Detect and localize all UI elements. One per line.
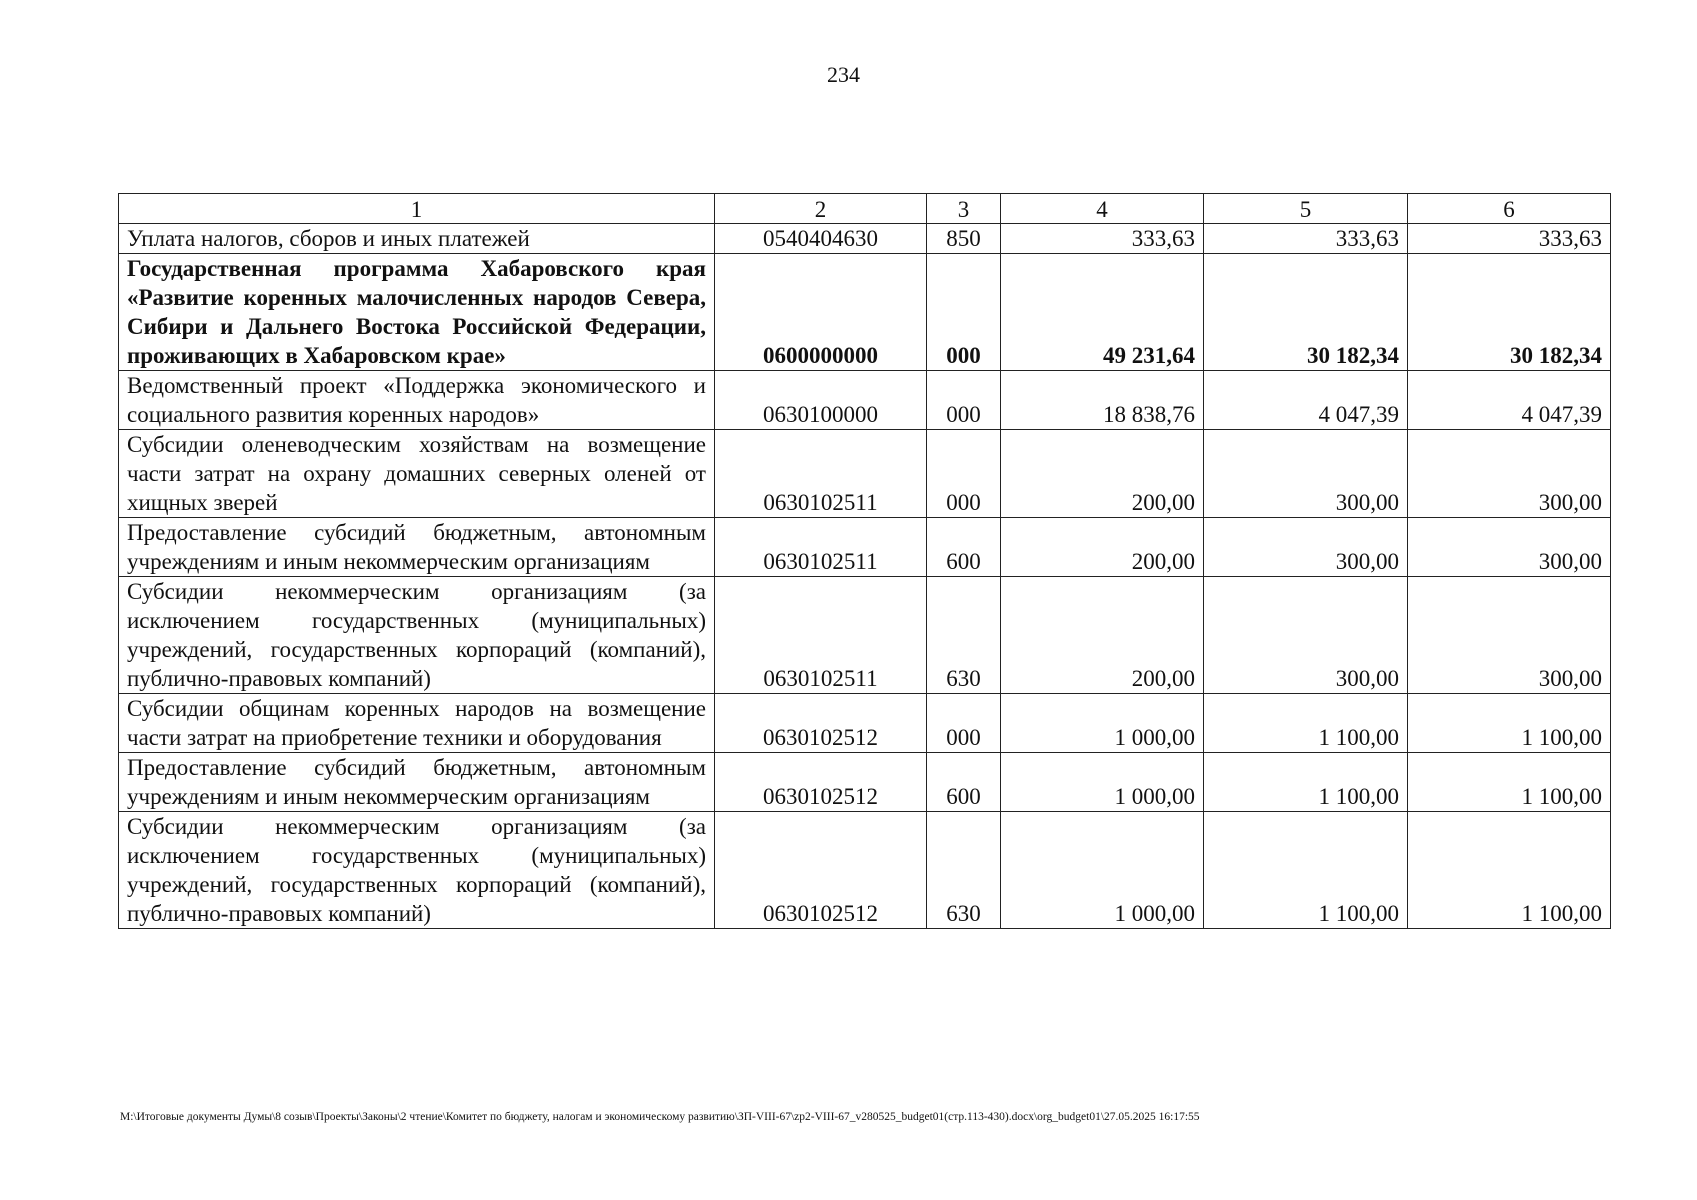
row-expense-type: 000 [927,694,1001,753]
row-value-col4: 1 000,00 [1001,812,1204,929]
row-code: 0600000000 [715,254,927,371]
row-value-col6: 300,00 [1408,577,1611,694]
row-value-col4: 18 838,76 [1001,371,1204,430]
table-row [119,224,1611,254]
row-code: 0540404630 [715,224,927,254]
header-col-1: 1 [119,194,715,224]
row-value-col5: 300,00 [1204,518,1408,577]
row-code: 0630102511 [715,577,927,694]
row-value-col4: 49 231,64 [1001,254,1204,371]
row-name: Предоставление субсидий бюджетным, автономным учреждениям и иным некоммерческим организациям [119,518,715,577]
header-col-4: 4 [1001,194,1204,224]
table-row [119,753,1611,812]
row-code: 0630102512 [715,694,927,753]
header-col-3: 3 [927,194,1001,224]
row-code: 0630100000 [715,371,927,430]
row-value-col4: 1 000,00 [1001,694,1204,753]
row-name: Предоставление субсидий бюджетным, автономным учреждениям и иным некоммерческим организациям [119,753,715,812]
row-value-col5: 333,63 [1204,224,1408,254]
row-value-col6: 30 182,34 [1408,254,1611,371]
document-file-path: M:\Итоговые документы Думы\8 созыв\Проекты\Законы\2 чтение\Комитет по бюджету, налогам и экономическому развитию\ЗП-VIII-67\zp2-VIII-67_v280525_budget01(стр.113-430).docx\org_budget01\27.05.2025 16:17:55 [120,1111,1200,1123]
table-row [119,518,1611,577]
row-code: 0630102511 [715,518,927,577]
header-col-5: 5 [1204,194,1408,224]
row-value-col6: 333,63 [1408,224,1611,254]
row-value-col5: 300,00 [1204,430,1408,518]
row-name: Субсидии оленеводческим хозяйствам на возмещение части затрат на охрану домашних северных оленей от хищных зверей [119,430,715,518]
row-name: Субсидии некоммерческим организациям (за исключением государственных (муниципальных) учреждений, государственных корпораций (компаний), публично-правовых компаний) [119,812,715,929]
row-expense-type: 000 [927,371,1001,430]
row-value-col5: 300,00 [1204,577,1408,694]
table-row [119,577,1611,694]
row-value-col6: 4 047,39 [1408,371,1611,430]
row-expense-type: 600 [927,518,1001,577]
row-value-col4: 333,63 [1001,224,1204,254]
row-code: 0630102511 [715,430,927,518]
header-col-2: 2 [715,194,927,224]
row-value-col4: 1 000,00 [1001,753,1204,812]
row-value-col5: 1 100,00 [1204,753,1408,812]
page-number: 234 [827,62,860,87]
row-value-col6: 1 100,00 [1408,753,1611,812]
row-expense-type: 000 [927,430,1001,518]
row-value-col6: 1 100,00 [1408,812,1611,929]
row-value-col4: 200,00 [1001,430,1204,518]
row-value-col5: 1 100,00 [1204,812,1408,929]
row-value-col4: 200,00 [1001,577,1204,694]
row-name: Уплата налогов, сборов и иных платежей [119,224,715,254]
row-name: Ведомственный проект «Поддержка экономического и социального развития коренных народов» [119,371,715,430]
row-name: Государственная программа Хабаровского края «Развитие коренных малочисленных народов Севера, Сибири и Дальнего Востока Российской Федерации, проживающих в Хабаровском крае» [119,254,715,371]
row-value-col6: 1 100,00 [1408,694,1611,753]
row-value-col5: 4 047,39 [1204,371,1408,430]
row-name: Субсидии некоммерческим организациям (за исключением государственных (муниципальных) учреждений, государственных корпораций (компаний), публично-правовых компаний) [119,577,715,694]
row-code: 0630102512 [715,753,927,812]
row-value-col4: 200,00 [1001,518,1204,577]
budget-table [118,193,1611,929]
row-expense-type: 600 [927,753,1001,812]
table-row [119,430,1611,518]
row-value-col6: 300,00 [1408,430,1611,518]
row-expense-type: 000 [927,254,1001,371]
row-expense-type: 630 [927,577,1001,694]
table-row [119,371,1611,430]
row-value-col6: 300,00 [1408,518,1611,577]
row-name: Субсидии общинам коренных народов на возмещение части затрат на приобретение техники и оборудования [119,694,715,753]
table-row [119,694,1611,753]
table-row [119,812,1611,929]
row-expense-type: 850 [927,224,1001,254]
row-code: 0630102512 [715,812,927,929]
table-header-row [119,194,1611,224]
row-expense-type: 630 [927,812,1001,929]
row-value-col5: 1 100,00 [1204,694,1408,753]
header-col-6: 6 [1408,194,1611,224]
table-row [119,254,1611,371]
row-value-col5: 30 182,34 [1204,254,1408,371]
